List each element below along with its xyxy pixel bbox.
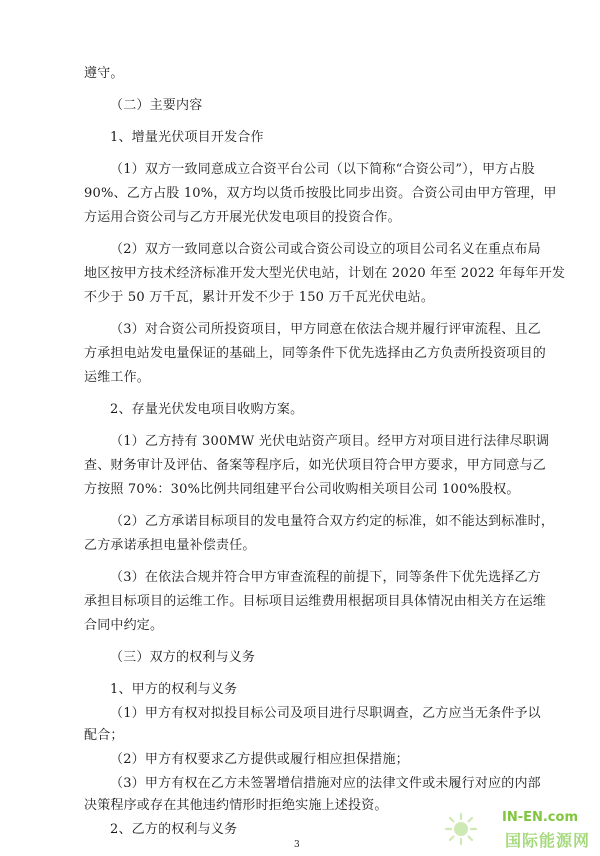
text-line: 不少于 50 万千瓦，累计开发不少于 150 万千瓦光伏电站。	[84, 290, 435, 305]
text-line: （3）对合资公司所投资项目，甲方同意在依法合规并履行评审流程、且乙	[110, 322, 541, 337]
text-line: 查、财务审计及评估、备案等程序后，如光伏项目符合甲方要求，甲方同意与乙	[84, 458, 547, 473]
watermark-logo	[444, 808, 594, 852]
subsection-heading: 1、增量光伏项目开发合作	[110, 130, 264, 145]
text-line: （2）双方一致同意以合资公司或合资公司设立的项目公司名义在重点布局	[110, 242, 541, 257]
text-line: （1）甲方有权对拟投目标公司及项目进行尽职调查，乙方应当无条件予以	[110, 706, 541, 721]
text-line: 遵守。	[84, 66, 124, 81]
text-line: 地区按甲方技术经济标准开发大型光伏电站，计划在 2020 年至 2022 年每年开发	[84, 266, 566, 281]
text-line: 合同中约定。	[84, 618, 164, 633]
text-line: （2）甲方有权要求乙方提供或履行相应担保措施；	[110, 752, 409, 767]
subsection-heading: 2、乙方的权利与义务	[110, 822, 238, 837]
text-line: 配合；	[84, 728, 124, 743]
sun-icon	[444, 812, 478, 846]
text-line: 承担目标项目的运维工作。目标项目运维费用根据项目具体情况由相关方在运维	[84, 594, 547, 609]
text-line: 乙方承诺承担电量补偿责任。	[84, 538, 256, 553]
text-line: （2）乙方承诺目标项目的发电量符合双方约定的标准，如不能达到标准时，	[110, 514, 555, 529]
text-line: 90%、乙方占股 10%，双方均以货币按股比同步出资。合资公司由甲方管理，甲	[84, 186, 557, 201]
text-line: 方按照 70%：30%比例共同组建平台公司收购相关项目公司 100%股权。	[84, 482, 520, 497]
section-heading: （三）双方的权利与义务	[110, 650, 256, 665]
text-line: （1）乙方持有 300MW 光伏电站资产项目。经甲方对项目进行法律尽职调	[110, 434, 550, 449]
subsection-heading: 1、甲方的权利与义务	[110, 682, 238, 697]
text-line: 方承担电站发电量保证的基础上，同等条件下优先选择由乙方负责所投资项目的	[84, 346, 547, 361]
watermark-site: IN-EN.com	[502, 810, 578, 825]
watermark-name: 国际能源网	[504, 831, 590, 850]
text-line: 运维工作。	[84, 370, 151, 385]
subsection-heading: 2、存量光伏发电项目收购方案。	[110, 402, 304, 417]
text-line: （3）甲方有权在乙方未签署增信措施对应的法律文件或未履行对应的内部	[110, 776, 541, 791]
text-line: 决策程序或存在其他违约情形时拒绝实施上述投资。	[84, 798, 388, 813]
text-line: （1）双方一致同意成立合资平台公司（以下简称“合资公司”），甲方占股	[110, 162, 535, 177]
page-number: 3	[294, 840, 300, 850]
text-line: 方运用合资公司与乙方开展光伏发电项目的投资合作。	[84, 210, 401, 225]
text-line: （3）在依法合规并符合甲方审查流程的前提下，同等条件下优先选择乙方	[110, 570, 541, 585]
section-heading: （二）主要内容	[110, 98, 203, 113]
